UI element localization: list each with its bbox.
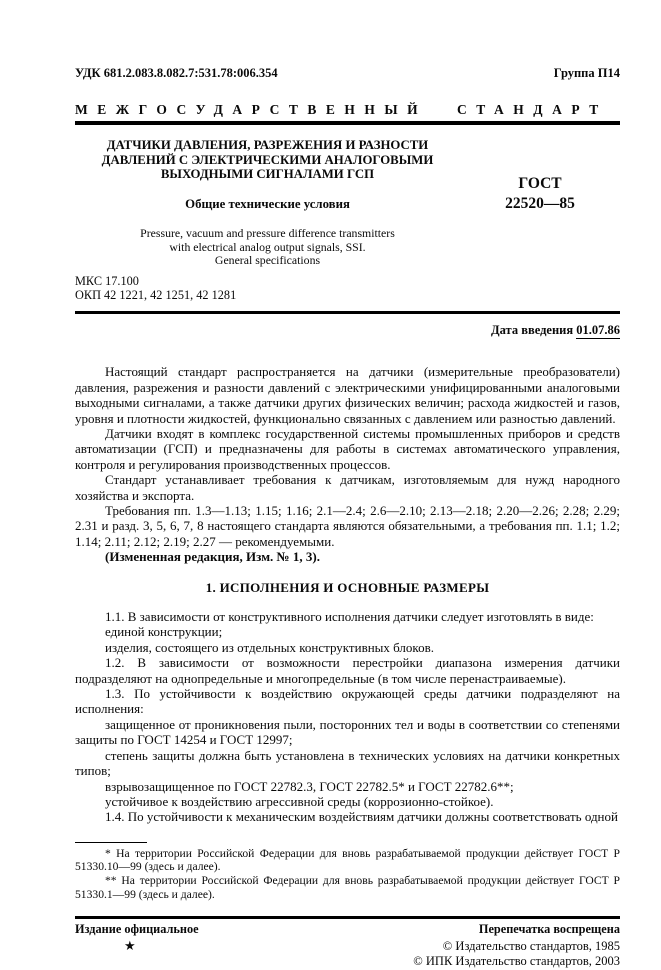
english-title-line: General specifications bbox=[214, 253, 321, 268]
reprint-prohibited-label: Перепечатка воспрещена bbox=[478, 921, 620, 936]
section-paragraph: 1.1. В зависимости от конструктивного исполнения датчики следует изготовлять в виде: bbox=[105, 609, 594, 625]
title-left-column bbox=[75, 138, 460, 268]
copyright-line: © Издательство стандартов, 1985 bbox=[442, 938, 620, 953]
document-title-line: ВЫХОДНЫМИ СИГНАЛАМИ ГСП bbox=[160, 167, 375, 182]
section-paragraph: степень защиты должна быть установлена в технических условиях на датчики конкретных типов; bbox=[75, 747, 620, 779]
footer-bottom bbox=[75, 939, 620, 970]
copyright-block bbox=[413, 939, 620, 970]
classification-codes bbox=[75, 275, 620, 302]
official-edition-label: Издание официальное bbox=[75, 921, 199, 936]
udk-code: УДК 681.2.083.8.082.7:531.78:006.354 bbox=[75, 66, 278, 80]
footnote: * На территории Российской Федерации для вновь разрабатываемой продукции действует ГОСТ Р 51330.10—99 (здесь и далее). bbox=[75, 846, 620, 874]
effective-date-label: Дата введения bbox=[491, 323, 574, 338]
amendment-note: (Измененная редакция, Изм. № 1, 3). bbox=[105, 549, 320, 565]
top-rule bbox=[75, 121, 620, 125]
section-paragraph: изделия, состоящего из отдельных конструктивных блоков. bbox=[105, 639, 434, 655]
footer-rule bbox=[75, 916, 620, 919]
copyright-line: © ИПК Издательство стандартов, 2003 bbox=[413, 954, 620, 969]
classification-header bbox=[75, 66, 620, 81]
gost-number: 22520—85 bbox=[505, 195, 575, 212]
mks-code: МКС 17.100 bbox=[75, 274, 139, 289]
standard-designation bbox=[460, 138, 620, 268]
section-paragraph: 1.2. В зависимости от возможности перестройки диапазона измерения датчики подразделяют на однопредельные и многопредельные (в том числе перенастраиваемые). bbox=[75, 655, 620, 686]
star-icon: ★ bbox=[124, 937, 136, 953]
intro-paragraph: Настоящий стандарт распространяется на датчики (измерительные преобразователи) давления, разрежения и разности давлений с электрическими унифицированными аналоговыми выходными сигналами, а также датчики других физических величин; расхода жидкостей и газов, уровня и плотности жидкостей, функционально связанных с давлением или разностью давлений. bbox=[75, 364, 620, 426]
footnotes-block bbox=[75, 847, 620, 902]
group-code: Группа П14 bbox=[553, 66, 620, 80]
standard-kind-heading: МЕЖГОСУДАРСТВЕННЫЙ СТАНДАРТ bbox=[75, 102, 608, 117]
intro-paragraph: Датчики входят в комплекс государственной системы промышленных приборов и средств автоматизации (ГСП) и предназначены для работы в системах автоматического управления, контроля и регулирования производственных процессов. bbox=[75, 425, 620, 472]
section-paragraph: 1.4. По устойчивости к механическим воздействиям датчики должны соответствовать одной bbox=[105, 809, 618, 825]
mid-rule bbox=[75, 311, 620, 314]
footer-row bbox=[75, 922, 620, 937]
english-title-line: with electrical analog output signals, SSI. bbox=[169, 239, 366, 254]
intro-paragraph: Требования пп. 1.3—1.13; 1.15; 1.16; 2.1—2.4; 2.6—2.10; 2.13—2.18; 2.20—2.26; 2.28; 2.29; 2.31 и разд. 3, 5, 6, 7, 8 настоящего стандарта являются обязательными, а требования пп. 1.1; 1.2; 1.14; 2.11; 2.12; 2.19; 2.27 — рекомендуемыми. bbox=[75, 503, 620, 549]
document-body bbox=[75, 364, 620, 824]
section-paragraph: взрывозащищенное по ГОСТ 22782.3, ГОСТ 22782.5* и ГОСТ 22782.6**; bbox=[105, 778, 514, 794]
footnote-separator bbox=[75, 842, 147, 843]
section-paragraph: устойчивое к воздействию агрессивной среды (коррозионно-стойкое). bbox=[105, 793, 494, 809]
section-1-heading: 1. ИСПОЛНЕНИЯ И ОСНОВНЫЕ РАЗМЕРЫ bbox=[205, 579, 490, 595]
document-subtitle: Общие технические условия bbox=[185, 196, 350, 211]
title-block bbox=[75, 138, 620, 268]
document-title-line: ДАТЧИКИ ДАВЛЕНИЯ, РАЗРЕЖЕНИЯ И РАЗНОСТИ bbox=[106, 138, 429, 152]
english-title bbox=[75, 227, 460, 268]
gost-label: ГОСТ bbox=[518, 175, 562, 192]
effective-date-value: 01.07.86 bbox=[576, 323, 620, 338]
section-paragraph: защищенное от проникновения пыли, посторонних тел и воды в соответствии со степенями защиты по ГОСТ 14254 и ГОСТ 12997; bbox=[75, 716, 620, 748]
english-title-line: Pressure, vacuum and pressure difference transmitters bbox=[140, 225, 395, 240]
effective-date-row bbox=[75, 323, 620, 338]
okp-code: ОКП 42 1221, 42 1251, 42 1281 bbox=[75, 287, 237, 302]
footnote: ** На территории Российской Федерации для вновь разрабатываемой продукции действует ГОСТ Р 51330.1—99 (здесь и далее). bbox=[75, 874, 620, 901]
section-paragraph: 1.3. По устойчивости к воздействию окружающей среды датчики подразделяют на исполнения: bbox=[75, 686, 620, 717]
section-paragraph: единой конструкции; bbox=[105, 624, 223, 640]
document-title-line: ДАВЛЕНИЙ С ЭЛЕКТРИЧЕСКИМИ АНАЛОГОВЫМИ bbox=[101, 152, 434, 167]
intro-paragraph: Стандарт устанавливает требования к датчикам, изготовляемым для нужд народного хозяйства и экспорта. bbox=[75, 472, 620, 503]
